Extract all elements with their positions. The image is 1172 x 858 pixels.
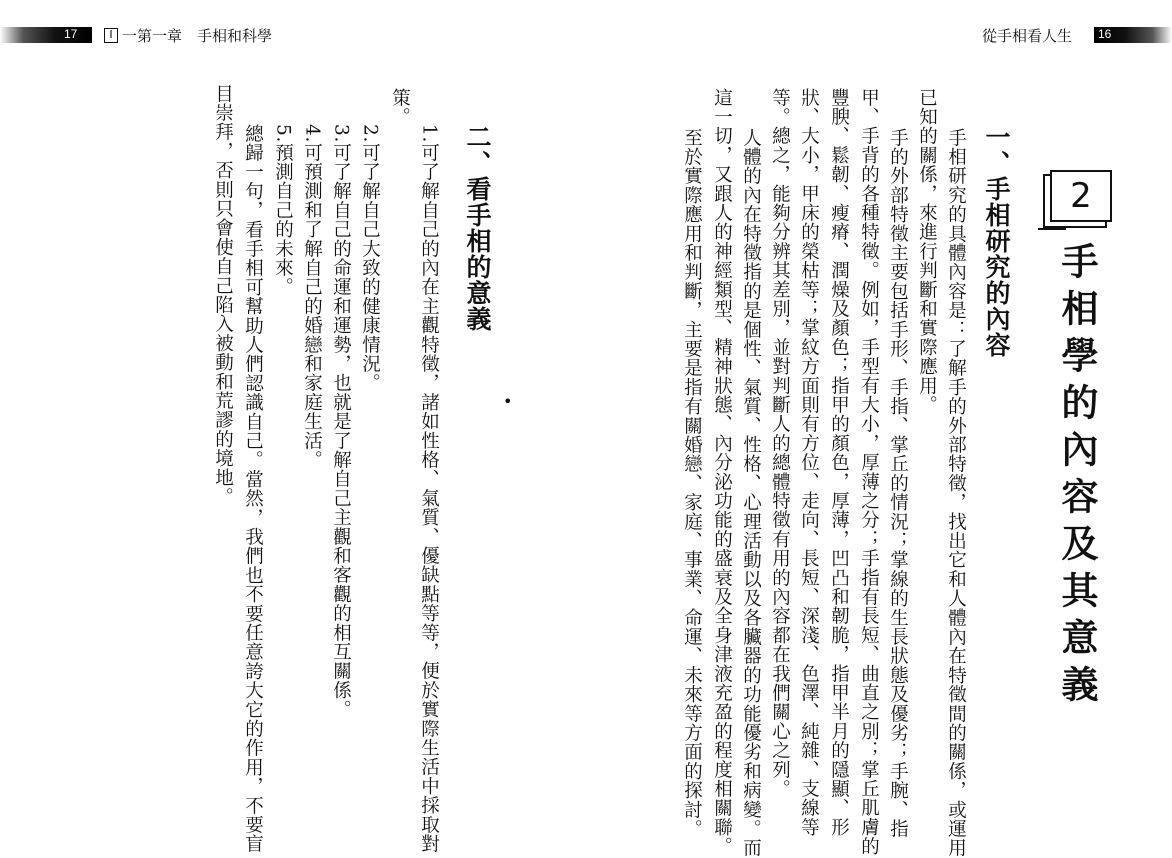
section-heading: 一、手相研究的內容	[982, 124, 1011, 358]
body-line: 目崇拜，否則只會使自己陷入被動和荒謬的境地。	[212, 84, 234, 507]
left-page-number: 17	[64, 27, 78, 41]
book-title: 從手相看人生	[982, 27, 1073, 45]
list-item: 5.預測自己的未來。	[272, 124, 294, 297]
body-line: 人體的內在特徵指的是個性、氣質、性格、心理活動以及各臟器的功能優劣和病變。而	[740, 128, 762, 858]
body-line: 策。	[389, 88, 411, 127]
section-heading: 二、看手相的意義	[463, 124, 492, 332]
body-line: 總歸一句，看手相可幫助人們認識自己。當然，我們也不要任意誇大它的作用，不要盲	[242, 124, 264, 854]
body-line: 等。總之，能夠分辨其差別，並對判斷人的總體特徵有用的內容都在我們關心之列。	[769, 88, 791, 799]
body-line: 至於實際應用和判斷，主要是指有關婚戀、家庭、事業、命運、未來等方面的探討。	[681, 128, 703, 839]
left-page-header	[0, 24, 586, 46]
list-item: 2.可了解自己大致的健康情況。	[359, 124, 381, 393]
right-page-number: 16	[1098, 27, 1112, 41]
chapter-title: 一第一章 手相和科學	[122, 27, 273, 45]
chapter-heading: 手相學的內容及其意義	[1055, 242, 1099, 712]
list-item: 3.可了解自己的命運和運勢，也就是了解自己主觀和客觀的相互關係。	[330, 124, 352, 720]
left-header-bar	[0, 27, 92, 43]
divider	[1038, 228, 1066, 230]
body-line: 這一切，又跟人的神經類型、精神狀態、內分泌功能的盛衰及全身津液充盈的程度相關聯。	[711, 88, 733, 856]
print-speck: •	[503, 392, 513, 411]
chapter-marker: Ⅰ	[104, 28, 118, 43]
list-item: 1.可了解自己的內在主觀特徵，諸如性格、氣質、優缺點等等，便於實際生活中採取對	[418, 124, 440, 854]
body-line: 甲、手背的各種特徵。例如，手型有大小，厚薄之分；手指有長短、曲直之別；掌丘肌膚的	[858, 88, 880, 856]
right-page-header	[586, 24, 1172, 46]
body-line: 已知的關係，來進行判斷和實際應用。	[916, 88, 938, 415]
body-line: 手的外部特徵主要包括手形、手指、掌丘的情況；掌線的生長狀態及優劣；手腕、指	[887, 128, 909, 839]
body-line: 手相研究的具體內容是：了解手的外部特徵，找出它和人體內在特徵間的關係，或運用	[945, 128, 967, 858]
body-line: 豐腴、鬆韌、瘦瘠、潤燥及顏色；指甲的顏色，厚薄，凹凸和韌脆，指甲半月的隱顯、形	[828, 88, 850, 837]
body-line: 狀、大小，甲床的榮枯等；掌紋方面則有方位、走向、長短、深淺、色澤、純雜、支線等	[798, 88, 820, 837]
chapter-number-badge: 2	[1050, 170, 1112, 222]
list-item: 4.可預測和了解自己的婚戀和家庭生活。	[301, 124, 323, 470]
